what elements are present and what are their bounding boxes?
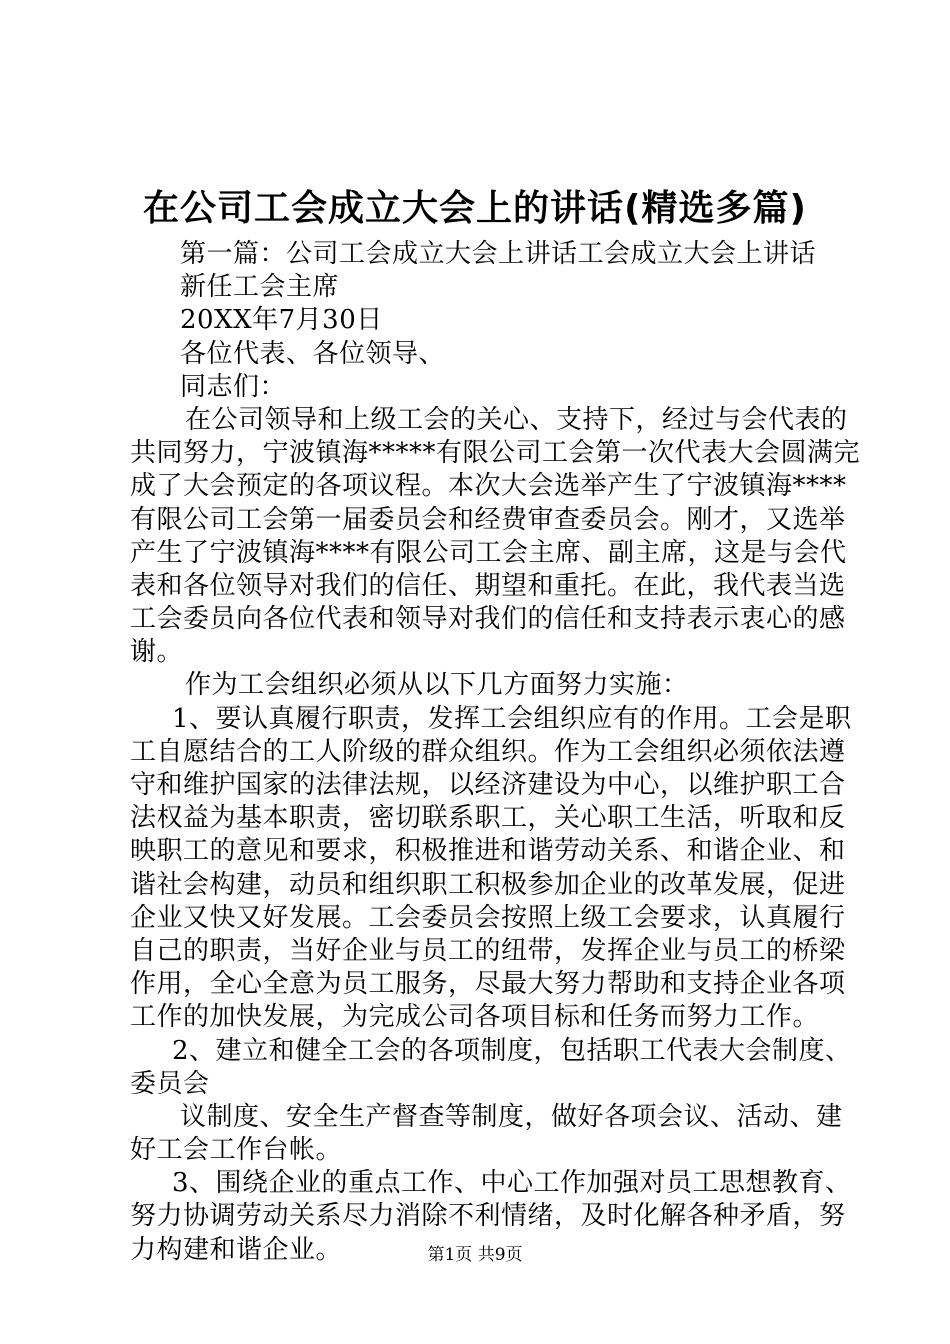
text-line: 各位代表、各位领导、 — [180, 338, 446, 369]
text-line: 自己的职责，当好企业与员工的纽带，发挥企业与员工的桥梁 — [130, 935, 846, 966]
text-line: 力构建和谐企业。 — [130, 1234, 343, 1265]
text-line: 好工会工作台帐。 — [130, 1135, 343, 1166]
text-line: 工会委员向各位代表和领导对我们的信任和支持表示衷心的感 — [130, 604, 846, 635]
text-line: 守和维护国家的法律法规，以经济建设为中心，以维护职工合 — [130, 770, 846, 800]
text-line: 议制度、安全生产督查等制度，做好各项会议、活动、建 — [180, 1101, 843, 1132]
text-line: 映职工的意见和要求，积极推进和谐劳动关系、和谐企业、和 — [130, 836, 846, 867]
text-line: 努力协调劳动关系尽力消除不利情绪，及时化解各种矛盾，努 — [130, 1201, 846, 1232]
text-line: 作用，全心全意为员工服务，尽最大努力帮助和支持企业各项 — [130, 969, 846, 1000]
text-line: 有限公司工会第一届委员会和经费审查委员会。刚才，又选举 — [130, 504, 846, 535]
text-line: 同志们： — [180, 371, 287, 402]
text-line: 谐社会构建，动员和组织职工积极参加企业的改革发展，促进 — [130, 869, 846, 900]
document-body — [130, 238, 861, 1267]
text-line: 作为工会组织必须从以下几方面努力实施： — [185, 670, 689, 701]
text-line: 法权益为基本职责，密切联系职工，关心职工生活，听取和反 — [130, 803, 846, 834]
text-line: 在公司领导和上级工会的关心、支持下，经过与会代表的 — [185, 404, 848, 435]
text-line: 产生了宁波镇海****有限公司工会主席、副主席，这是与会代 — [130, 537, 847, 568]
text-line: 共同努力，宁波镇海*****有限公司工会第一次代表大会圆满完 — [130, 438, 861, 469]
text-line: 1、要认真履行职责，发挥工会组织应有的作用。工会是职 — [172, 703, 852, 734]
text-line: 新任工会主席 — [180, 272, 340, 303]
document-title: 在公司工会成立大会上的讲话(精选多篇) — [143, 188, 807, 229]
text-line: 委员会 — [130, 1068, 210, 1099]
text-line: 工自愿结合的工人阶级的群众组织。作为工会组织必须依法遵 — [130, 736, 846, 767]
text-line: 谢。 — [130, 637, 184, 668]
text-line: 工作的加快发展，为完成公司各项目标和任务而努力工作。 — [130, 1002, 820, 1033]
text-line: 第一篇：公司工会成立大会上讲话工会成立大会上讲话 — [180, 239, 817, 269]
text-line: 表和各位领导对我们的信任、期望和重托。在此，我代表当选 — [130, 570, 846, 601]
text-line: 成了大会预定的各项议程。本次大会选举产生了宁波镇海**** — [130, 471, 847, 502]
text-line: 20XX年7月30日 — [180, 305, 383, 336]
text-line: 2、建立和健全工会的各项制度，包括职工代表大会制度、 — [172, 1035, 852, 1066]
text-line: 3、围绕企业的重点工作、中心工作加强对员工思想教育、 — [172, 1168, 852, 1199]
text-line: 企业又快又好发展。工会委员会按照上级工会要求，认真履行 — [130, 902, 846, 933]
page-footer: 第1页 共9页 — [427, 1245, 523, 1265]
